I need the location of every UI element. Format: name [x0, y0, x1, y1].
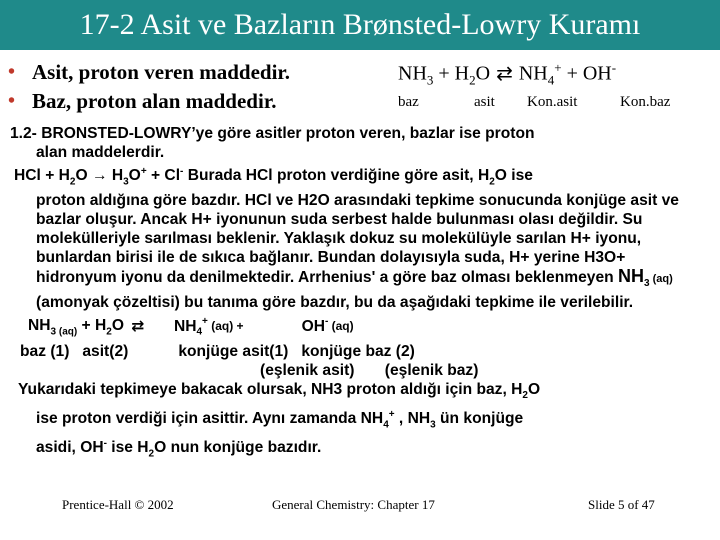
body-line-hcl — [10, 162, 710, 191]
sup: - — [324, 316, 329, 328]
txt: O — [128, 167, 141, 185]
bullet-list — [8, 58, 290, 116]
sub: 3 — [643, 278, 650, 290]
txt: O — [527, 380, 541, 398]
sup: - — [103, 438, 107, 450]
txt: O nun konjüge bazıdır. — [154, 439, 322, 457]
txt: O ise — [494, 167, 533, 185]
footer-chapter: General Chemistry: Chapter 17 — [272, 497, 435, 512]
eq-plus: + — [561, 62, 583, 85]
body-line — [10, 405, 710, 434]
body-labels-3: (eşlenik asit) (eşlenik baz) — [260, 361, 479, 379]
txt: NH — [617, 266, 644, 287]
eq-sup: + — [554, 60, 562, 75]
txt: O → H — [75, 167, 124, 185]
eq-label-kon-asit: Kon.asit — [527, 94, 578, 110]
txt: , NH — [394, 410, 431, 427]
bullet-item — [8, 58, 290, 87]
equation-nh3-water — [398, 60, 616, 89]
sub: 4 — [196, 326, 203, 338]
sup: + — [202, 316, 208, 328]
txt: Burada HCl proton verdiğine göre asit, H — [183, 167, 490, 185]
footer-publisher: Prentice-Hall © 2002 — [62, 497, 174, 512]
body-labels-2 — [10, 342, 710, 361]
slide-title: 17-2 Asit ve Bazların Brønsted-Lowry Kuramı — [0, 0, 720, 50]
eq-label-baz: baz — [398, 94, 419, 110]
eq-nh: NH — [398, 62, 427, 85]
sub: 2 — [106, 326, 112, 338]
txt: Yukarıdaki tepkimeye bakacak olursak, NH3 proton aldığı için baz, H — [18, 380, 523, 398]
eq-nh4: NH — [518, 62, 548, 85]
eq-sub: 3 — [426, 72, 434, 88]
sup: + — [140, 166, 147, 177]
sup: + — [388, 408, 395, 420]
bullet-text-2: Baz, proton alan maddedir. — [32, 89, 277, 113]
eq-plus: + H — [433, 62, 470, 85]
txt: + H — [77, 317, 107, 335]
sub: 2 — [69, 176, 76, 188]
eq-sup: - — [611, 60, 617, 75]
txt: ise proton verdiği için asittir. Aynı zamanda NH — [36, 410, 384, 427]
txt: (amonyak çözeltisi) bu tanıma göre bazdır, bu da aşağıdaki tepkime ile verilebilir. — [36, 294, 634, 312]
txt: baz (1) asit(2) — [20, 342, 129, 360]
txt: (aq) — [328, 319, 354, 334]
equilibrium-arrow-icon: ⇄ — [131, 317, 145, 335]
bullet-item — [8, 87, 290, 116]
sub: 2 — [522, 389, 528, 401]
eq-sub: 4 — [547, 72, 555, 88]
body-line: 1.2- BRONSTED-LOWRY’ye göre asitler proton veren, bazlar ise proton — [10, 125, 535, 142]
eq-o: O — [475, 62, 491, 85]
sub: 3 — [430, 419, 436, 431]
body-equation-2 — [10, 312, 710, 341]
eq-label-kon-baz: Kon.baz — [620, 94, 671, 110]
txt: (aq) — [649, 273, 673, 286]
sup: - — [180, 166, 184, 177]
body-line — [10, 434, 710, 463]
footer-slide-number: Slide 5 of 47 — [588, 497, 655, 512]
bullet-icon: • — [8, 90, 16, 112]
body-line — [10, 380, 710, 405]
txt: HCl + H — [14, 167, 70, 185]
txt: NH — [28, 317, 51, 335]
txt: ün konjüge — [435, 410, 524, 427]
bullet-icon: • — [8, 61, 16, 83]
txt: ise H — [106, 439, 149, 457]
sub: 4 — [383, 419, 389, 431]
txt: proton aldığına göre bazdır. HCl ve H2O arasındaki tepkime sonucunda konjüge asit ve bazlar oluşur. Ancak H+ iyonunun suda serbest halde bulunması olası değildir. Su molekülleriyle sarılması beklenir. Yaklaşık dokuz su molekülüyle sarılan H+ iyonu, bunlardan birisi ile de sıkıca bağlanır. Bundan dolayısıyla suda, H+ yerine H3O+ hidronyum iyonu da denilmektedir. Arrhenius' a göre baz olması beklenmeyen — [36, 192, 679, 287]
eq-label-asit: asit — [474, 94, 495, 110]
sub: 2 — [489, 176, 495, 188]
txt: konjüge asit(1) konjüge baz (2) — [178, 342, 415, 360]
txt: O — [111, 317, 124, 335]
bullet-text-1: Asit, proton veren maddedir. — [32, 60, 291, 84]
body-text — [10, 124, 710, 463]
equilibrium-arrow-icon: ⇄ — [496, 62, 513, 85]
txt: NH — [173, 317, 197, 335]
sub: 3 — [123, 176, 129, 188]
txt: + Cl — [146, 167, 181, 185]
txt: OH — [301, 317, 325, 335]
txt: (aq) + — [207, 319, 244, 334]
eq-oh: OH — [582, 62, 612, 85]
txt: asidi, OH — [36, 439, 104, 457]
body-paragraph — [10, 191, 710, 312]
sub: 2 — [148, 448, 155, 460]
eq-sub: 2 — [469, 72, 476, 88]
sub: 3 (aq) — [50, 326, 78, 338]
body-line: alan maddelerdir. — [36, 144, 165, 161]
